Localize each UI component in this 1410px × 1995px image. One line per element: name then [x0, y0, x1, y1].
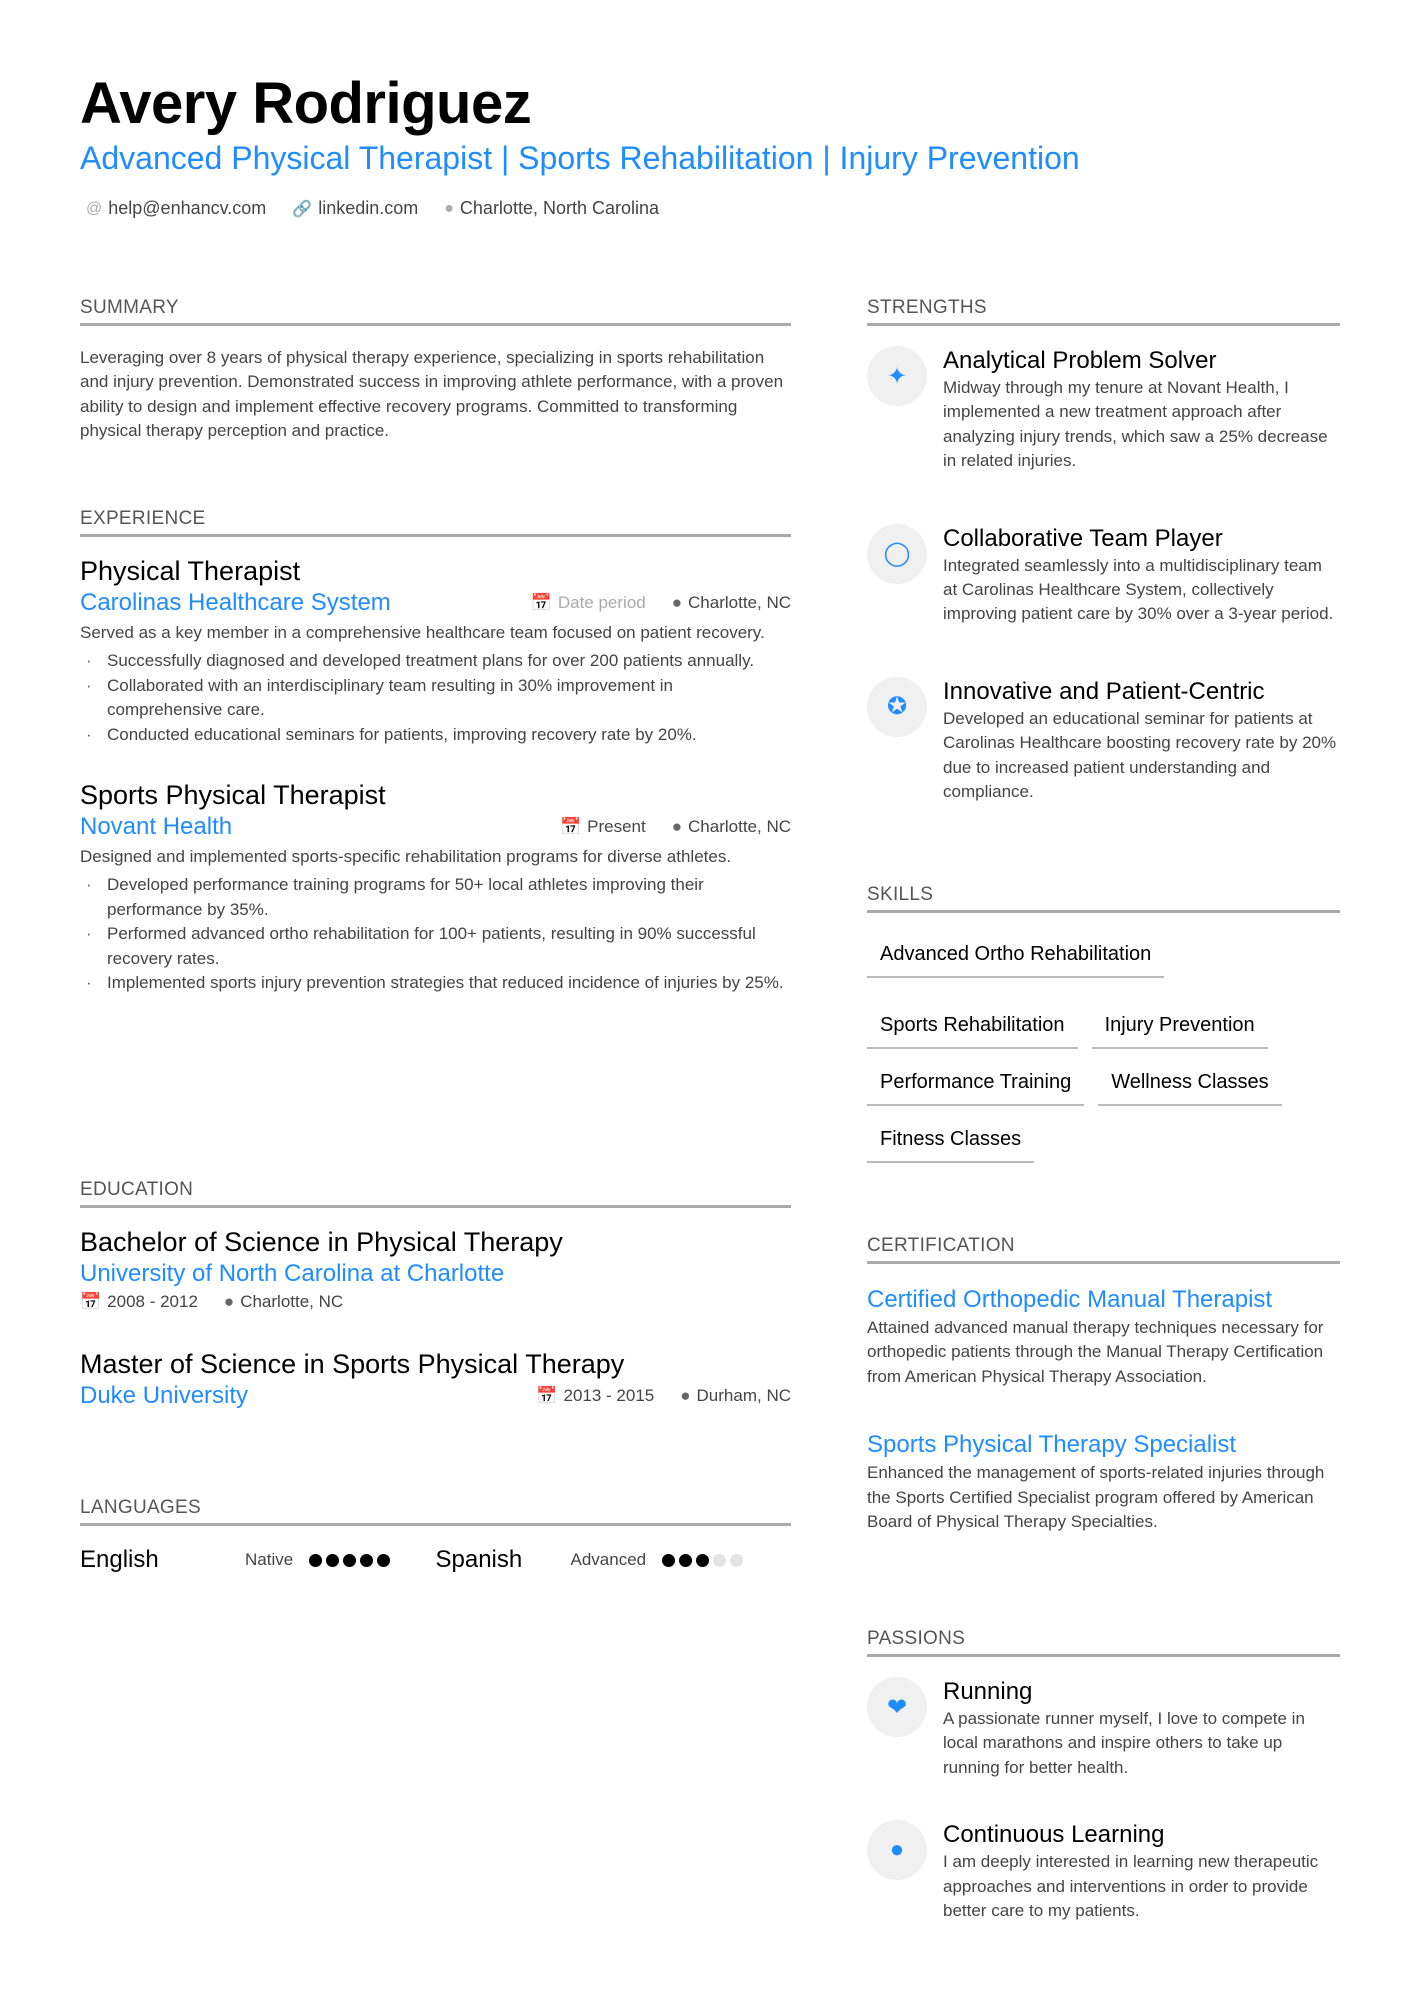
job-description: Served as a key member in a comprehensive healthcare team focused on patient recovery. — [80, 623, 765, 642]
skill-tag: Sports Rehabilitation — [867, 1006, 1078, 1049]
passions-section — [867, 1628, 1340, 1923]
date: 2013 - 2015 — [563, 1386, 655, 1405]
strengths-item — [867, 524, 1340, 627]
education-section — [80, 1179, 791, 1412]
school: University of North Carolina at Charlotte — [80, 1260, 505, 1287]
language-level: Native — [245, 1550, 294, 1569]
rating-dot — [696, 1554, 709, 1567]
experience-section — [80, 508, 791, 995]
section-heading: LANGUAGES — [80, 1497, 791, 1526]
item-title: Innovative and Patient-Centric — [943, 677, 1265, 705]
rating-dot — [662, 1554, 675, 1567]
language-rating — [309, 1554, 390, 1567]
summary-section — [80, 297, 791, 444]
section-heading: PASSIONS — [867, 1628, 1340, 1657]
location-pin-icon: ● — [671, 817, 683, 837]
magic-wand-icon: ✦ — [867, 346, 927, 406]
brain-head-icon: ● — [867, 1820, 927, 1880]
at-icon: @ — [86, 199, 103, 217]
job-description: Designed and implemented sports-specific rehabilitation programs for diverse athletes. — [80, 847, 732, 867]
strengths-item — [867, 346, 1340, 474]
summary-text: Leveraging over 8 years of physical therapy experience, specializing in sports rehabilitation and injury prevention. Demonstrated success in improving athlete performance, with a proven ability to design and implement effective recovery programs. Committed to transforming physical therapy perception and practice. — [80, 348, 784, 441]
skill-tag: Injury Prevention — [1092, 1006, 1268, 1049]
skills-section — [867, 884, 1340, 1163]
skill-tag: Performance Training — [867, 1063, 1084, 1106]
company[interactable]: Carolinas Healthcare System — [80, 589, 391, 616]
item-text: Integrated seamlessly into a multidisciplinary team at Carolinas Healthcare System, collectively improving patient care by 30% over a 3-year period. — [943, 555, 1334, 624]
heart-icon: ❤ — [867, 1677, 927, 1737]
contact-info — [86, 198, 659, 219]
bullet: · Developed performance training programs for 50+ local athletes improving their performance by 35%. — [80, 873, 791, 922]
job-title: Sports Physical Therapist — [80, 780, 386, 811]
section-heading: EXPERIENCE — [80, 508, 791, 537]
rating-dot — [326, 1554, 339, 1567]
bullet: · Performed advanced ortho rehabilitation for 100+ patients, resulting in 90% successful recovery rates. — [80, 922, 791, 971]
certification-item — [867, 1284, 1340, 1389]
certification-title: Certified Orthopedic Manual Therapist — [867, 1286, 1273, 1313]
location: Charlotte, NC — [240, 1292, 344, 1311]
location: Charlotte, NC — [688, 593, 791, 612]
location-pin-icon: ● — [444, 199, 454, 217]
calendar-icon: 📅 — [536, 1386, 558, 1405]
experience-item — [80, 779, 791, 995]
bullet: · Successfully diagnosed and developed treatment plans for over 200 patients annually. — [80, 649, 791, 673]
rating-dot — [309, 1554, 322, 1567]
strengths-section — [867, 297, 1340, 804]
location-pin-icon: ● — [671, 593, 683, 612]
item-title: Collaborative Team Player — [943, 524, 1223, 552]
link-icon: 🔗 — [292, 200, 313, 218]
experience-item — [80, 555, 791, 747]
item-text: Developed an educational seminar for patients at Carolinas Healthcare boosting recovery rate by 20% due to increased patient understanding and compliance. — [943, 708, 1337, 802]
rating-dot — [730, 1554, 743, 1567]
candidate-name: Avery Rodriguez — [80, 71, 532, 136]
location-pin-icon: ● — [680, 1386, 691, 1405]
email[interactable]: help@enhancv.com — [108, 198, 267, 218]
calendar-icon: 📅 — [80, 1292, 102, 1311]
rating-dot — [713, 1554, 726, 1567]
section-heading: SKILLS — [867, 884, 1340, 913]
rating-dot — [679, 1554, 692, 1567]
language-item — [436, 1546, 792, 1574]
bullet: · Conducted educational seminars for patients, improving recovery rate by 20%. — [80, 723, 791, 747]
calendar-icon: 📅 — [530, 593, 552, 612]
job-title: Physical Therapist — [80, 556, 301, 586]
location: Charlotte, NC — [688, 817, 791, 837]
linkedin[interactable]: linkedin.com — [318, 198, 419, 218]
rating-dot — [343, 1554, 356, 1567]
section-heading: EDUCATION — [80, 1179, 791, 1208]
item-title: Continuous Learning — [943, 1821, 1165, 1849]
item-text: I am deeply interested in learning new therapeutic approaches and interventions in order to provide better care to my patients. — [943, 1852, 1319, 1921]
section-heading: SUMMARY — [80, 297, 791, 326]
section-heading: CERTIFICATION — [867, 1235, 1340, 1264]
item-title: Running — [943, 1678, 1033, 1705]
item-text: Midway through my tenure at Novant Health, I implemented a new treatment approach after analyzing injury trends, which saw a 25% decrease in related injuries. — [943, 378, 1328, 471]
education-item — [80, 1348, 791, 1412]
certification-text: Attained advanced manual therapy techniques necessary for orthopedic patients through the Manual Therapy Certification from American Physical Therapy Association. — [867, 1318, 1324, 1386]
languages-section — [80, 1497, 791, 1574]
lightbulb-icon: ◯ — [867, 524, 927, 584]
certification-item — [867, 1429, 1340, 1534]
date: Present — [587, 817, 646, 837]
language-rating — [662, 1554, 743, 1567]
rating-dot — [377, 1554, 390, 1567]
item-title: Analytical Problem Solver — [943, 347, 1217, 374]
passions-item — [867, 1677, 1340, 1780]
certification-text: Enhanced the management of sports-related injuries through the Sports Certified Specialist program offered by American Board of Physical Therapy Specialties. — [867, 1463, 1325, 1532]
bullet: · Collaborated with an interdisciplinary team resulting in 30% improvement in comprehensive care. — [80, 674, 791, 723]
language-level: Advanced — [570, 1550, 647, 1569]
school: Duke University — [80, 1382, 249, 1409]
date: Date period — [557, 593, 646, 612]
bullet: · Implemented sports injury prevention strategies that reduced incidence of injuries by 25%. — [80, 971, 791, 995]
degree: Master of Science in Sports Physical Therapy — [80, 1349, 625, 1379]
rating-dot — [360, 1554, 373, 1567]
section-heading: STRENGTHS — [867, 297, 1340, 326]
language-item — [80, 1546, 436, 1574]
degree: Bachelor of Science in Physical Therapy — [80, 1227, 563, 1257]
location: Charlotte, North Carolina — [459, 198, 660, 218]
skill-tag: Advanced Ortho Rehabilitation — [867, 935, 1164, 978]
location-pin-icon: ● — [223, 1292, 235, 1311]
company[interactable]: Novant Health — [80, 813, 233, 841]
calendar-icon: 📅 — [559, 817, 582, 837]
passions-item — [867, 1820, 1340, 1923]
certification-section — [867, 1235, 1340, 1534]
skill-tag: Wellness Classes — [1098, 1063, 1281, 1106]
candidate-title: Advanced Physical Therapist | Sports Rehabilitation | Injury Prevention — [80, 140, 1080, 176]
language-name: Spanish — [435, 1546, 523, 1573]
location: Durham, NC — [696, 1386, 791, 1405]
education-item — [80, 1226, 791, 1312]
date: 2008 - 2012 — [107, 1292, 198, 1311]
language-name: English — [80, 1546, 159, 1573]
item-text: A passionate runner myself, I love to compete in local marathons and inspire others to take up running for better health. — [943, 1709, 1305, 1777]
certification-title: Sports Physical Therapy Specialist — [867, 1431, 1237, 1459]
skill-tag: Fitness Classes — [867, 1120, 1034, 1163]
strengths-item — [867, 677, 1340, 805]
award-icon: ✪ — [867, 677, 927, 737]
